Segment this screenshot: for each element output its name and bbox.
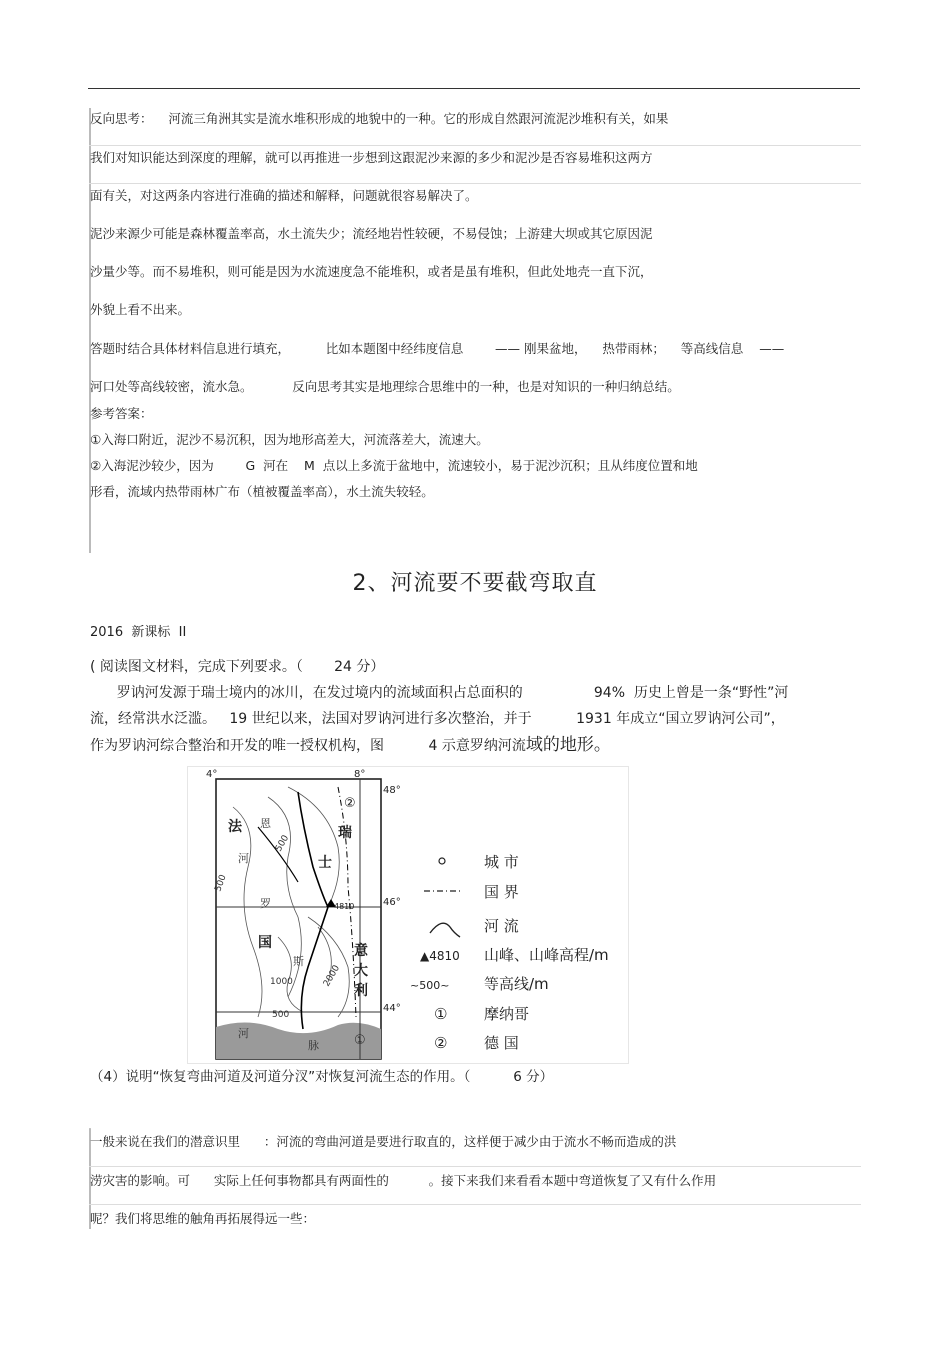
label-luo: 罗	[260, 897, 271, 910]
peak-label: 4810	[334, 902, 355, 911]
label-he2: 河	[238, 1027, 249, 1040]
analysis-line: 泥沙来源少可能是森林覆盖率高，水土流失少；流经地岩性较硬，不易侵蚀；上游建大坝或其它原因泥	[90, 226, 653, 241]
lon-label-4: 4°	[206, 769, 218, 780]
answer-line: ②入海泥沙较少，因为 G 河在 M 点以上多流于盆地中，流速较小，易于泥沙沉积；且从纬度位置和地	[90, 458, 698, 473]
label-li: 利	[354, 983, 368, 999]
question-source: 2016 新课标 II	[90, 625, 187, 640]
legend-peak-symbol: ▲4810	[420, 949, 460, 963]
lat-label-46: 46°	[383, 897, 401, 908]
label-guo: 国	[258, 935, 272, 951]
section-title: 2、河流要不要截弯取直	[352, 571, 598, 596]
body-line: ( 阅读图文材料，完成下列要求。（ 24 分）	[90, 659, 385, 675]
analysis-line: 沙量少等。而不易堆积，则可能是因为水流速度急不能堆积，或者是虽有堆积，但此处地壳一直下沉，	[90, 264, 653, 279]
question-4: （4）说明“恢复弯曲河道及河道分汊”对恢复河流生态的作用。（ 6 分）	[90, 1069, 554, 1085]
analysis-line: 面有关，对这两条内容进行准确的描述和解释，问题就很容易解决了。	[90, 188, 478, 203]
label-mai: 脉	[308, 1039, 319, 1052]
label-da: 大	[354, 963, 368, 979]
header-rule	[88, 88, 860, 89]
analysis-line: 我们对知识能达到深度的理解，就可以再推进一步想到这跟泥沙来源的多少和泥沙是否容易堆积这两方	[90, 150, 653, 165]
discussion-line: 呢？我们将思维的触角再拓展得远一些：	[90, 1211, 316, 1226]
label-fa: 法	[228, 819, 242, 835]
legend-germany-symbol: ②	[434, 1034, 448, 1052]
contour-label: 1000	[270, 977, 293, 987]
row-divider	[89, 145, 861, 146]
rhone-river	[298, 792, 328, 1029]
row-divider	[89, 183, 861, 184]
body-line: 罗讷河发源于瑞士境内的冰川，在发过境内的流域面积占总面积的 94% 历史上曾是一条“野性”河	[90, 685, 789, 701]
row-divider	[89, 1166, 861, 1167]
label-rui: 瑞	[338, 825, 352, 841]
legend-city: 城 市	[484, 853, 519, 871]
map-legend	[410, 853, 609, 1052]
marker-monaco: ①	[354, 1033, 366, 1048]
label-si: 斯	[293, 955, 304, 968]
answer-heading: 参考答案：	[90, 406, 153, 421]
contour-label: 500	[273, 833, 292, 854]
analysis-line: 反向思考： 河流三角洲其实是流水堆积形成的地貌中的一种。它的形成自然跟河流泥沙堆积有关，如果	[90, 111, 669, 126]
legend-border: 国 界	[484, 883, 519, 901]
label-he: 河	[238, 852, 249, 865]
analysis-line: 河口处等高线较密，流水急。 反向思考其实是地理综合思维中的一种，也是对知识的一种归纳总结。	[90, 379, 680, 394]
discussion-line: 涝灾害的影响。可 实际上任何事物都具有两面性的 。接下来我们来看看本题中弯道恢复了又有什么作用	[90, 1173, 717, 1188]
analysis-line: 答题时结合具体材料信息进行填充， 比如本题图中经纬度信息 —— 刚果盆地， 热带雨林； 等高线信息 ——	[90, 341, 785, 356]
contour-label: 500	[272, 1010, 290, 1020]
analysis-line: 外貌上看不出来。	[90, 302, 191, 317]
legend-monaco-symbol: ①	[434, 1005, 448, 1023]
label-en: 恩	[260, 817, 271, 830]
label-shi: 士	[318, 855, 332, 871]
legend-contour-symbol: ~500~	[410, 979, 450, 992]
legend-monaco: 摩纳哥	[484, 1005, 530, 1023]
marker-germany: ②	[344, 796, 356, 811]
legend-contour: 等高线/m	[484, 975, 549, 993]
contour-label: 500	[213, 873, 229, 894]
answer-line: 形看，流域内热带雨林广布（植被覆盖率高），水土流失较轻。	[90, 484, 434, 499]
lat-label-44: 44°	[383, 1003, 401, 1014]
legend-peak: 山峰、山峰高程/m	[484, 946, 609, 964]
lon-label-8: 8°	[354, 769, 366, 780]
legend-germany: 德 国	[484, 1034, 519, 1052]
label-yi: 意	[354, 943, 368, 959]
body-line: 作为罗讷河综合整治和开发的唯一授权机构，图 4 示意罗纳河流域的地形。	[90, 735, 611, 755]
row-divider	[89, 1204, 861, 1205]
legend-river: 河 流	[484, 917, 519, 935]
rhone-basin-map	[187, 766, 629, 1064]
lat-label-48: 48°	[383, 785, 401, 796]
discussion-line: 一般来说在我们的潜意识里 ：河流的弯曲河道是要进行取直的，这样便于减少由于流水不畅而造成的洪	[90, 1134, 677, 1149]
body-tail: 域的地形。	[525, 735, 611, 755]
answer-line: ①入海口附近，泥沙不易沉积，因为地形高差大，河流落差大，流速大。	[90, 432, 489, 447]
body-line: 流，经常洪水泛滥。 19 世纪以来，法国对罗讷河进行多次整治，并于 1931 年成立“国立罗讷河公司”，	[90, 711, 785, 727]
contour-label: 2000	[321, 963, 343, 989]
